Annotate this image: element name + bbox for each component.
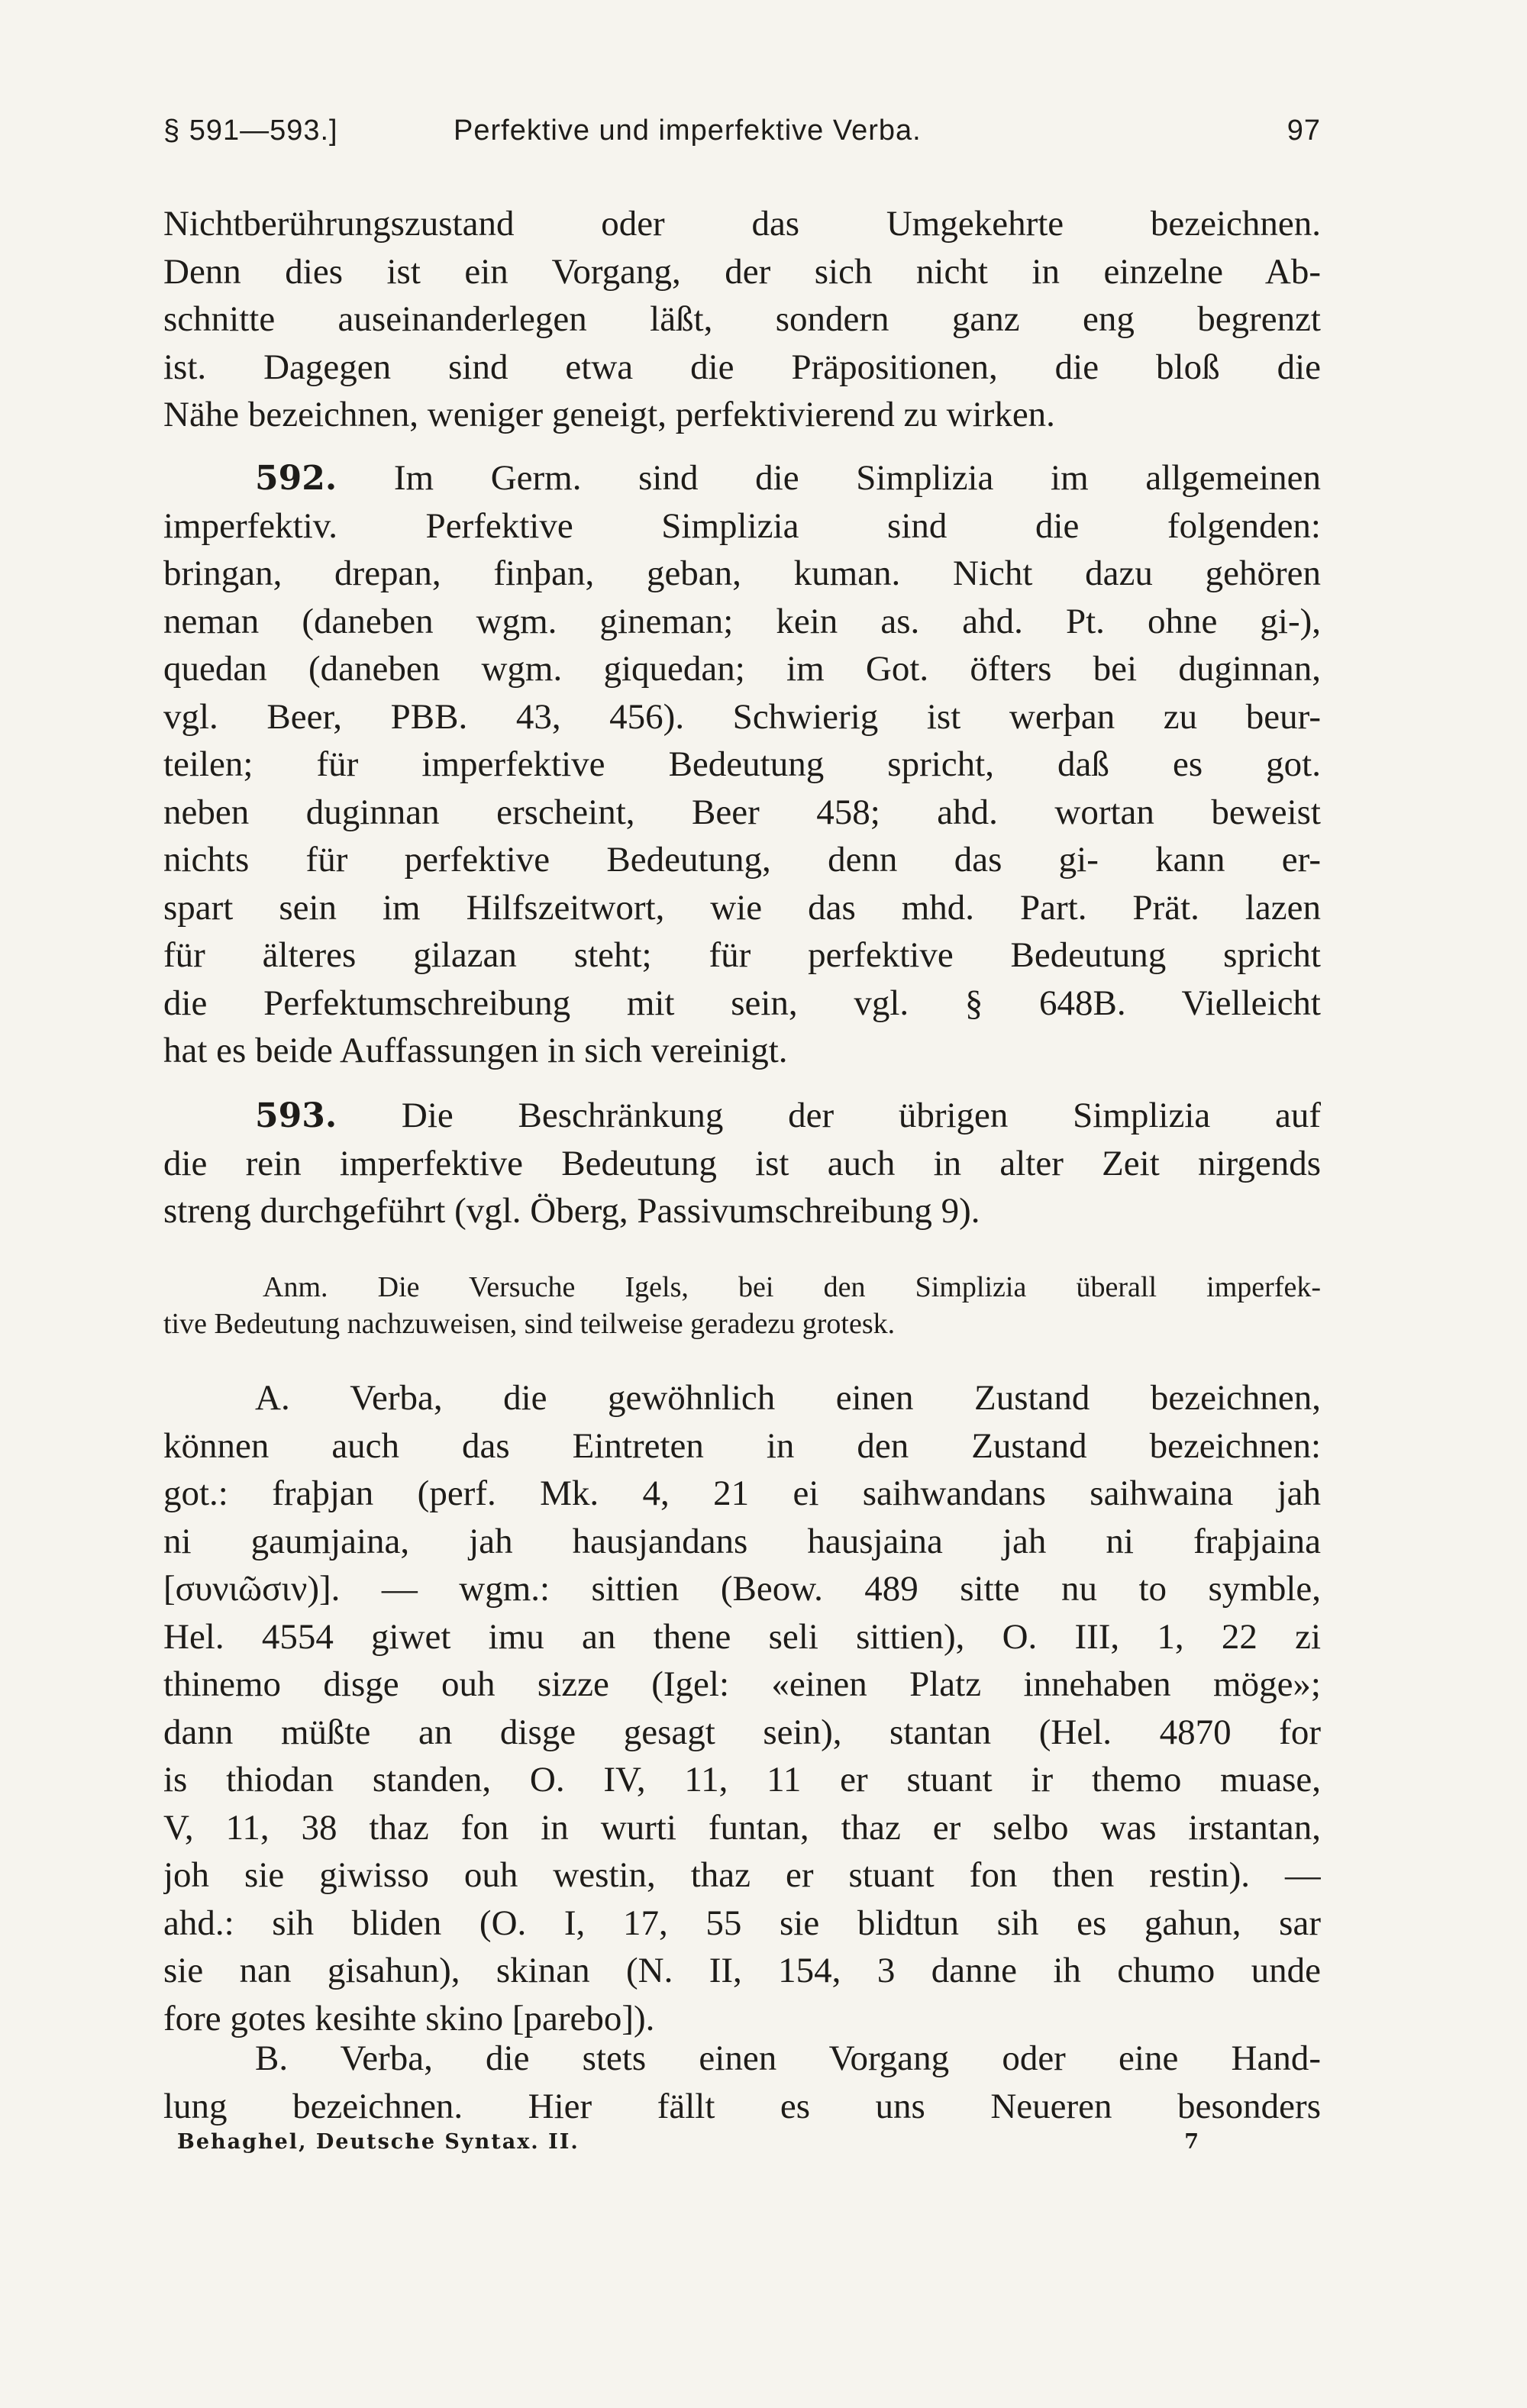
paragraph-593 bbox=[163, 1092, 1321, 1235]
running-header bbox=[163, 115, 1321, 160]
text-line: quedan (daneben wgm. giquedan; im Got. öfters bei duginnan, bbox=[163, 649, 1321, 689]
text-line: fore gotes kesihte skino [parebo]). bbox=[163, 1998, 655, 2038]
text-line: [συνιῶσιν)]. — wgm.: sittien (Beow. 489 sitte nu to symble, bbox=[163, 1569, 1321, 1609]
text-line: thinemo disge ouh sizze (Igel: «einen Platz innehaben möge»; bbox=[163, 1664, 1321, 1704]
section-a bbox=[163, 1374, 1321, 2042]
text-line: ist. Dagegen sind etwa die Präpositionen, die bloß die bbox=[163, 347, 1321, 387]
text-line: vgl. Beer, PBB. 43, 456). Schwierig ist werþan zu beur- bbox=[163, 696, 1321, 737]
section-range: § 591—593.] bbox=[163, 115, 338, 147]
note-line: Anm. Die Versuche Igels, bei den Simplizia überall imperfek- bbox=[263, 1271, 1321, 1303]
paragraph-first-line: A. Verba, die gewöhnlich einen Zustand bezeichnen, bbox=[255, 1378, 1321, 1418]
paragraph-number: 592. bbox=[255, 459, 337, 498]
text-line: Nähe bezeichnen, weniger geneigt, perfektivierend zu wirken. bbox=[163, 395, 1055, 434]
text-line: die Perfektumschreibung mit sein, vgl. § 648B. Vielleicht bbox=[163, 983, 1321, 1023]
text-line: die rein imperfektive Bedeutung ist auch in alter Zeit nirgends bbox=[163, 1143, 1321, 1183]
text-line: joh sie giwisso ouh westin, thaz er stuant fon then restin). — bbox=[163, 1855, 1321, 1895]
text-line: imperfektiv. Perfektive Simplizia sind die folgenden: bbox=[163, 505, 1321, 546]
page-footer bbox=[177, 2130, 1200, 2161]
paragraph-first-line: 593. Die Beschränkung der übrigen Simplizia auf bbox=[255, 1096, 1321, 1135]
annotation bbox=[163, 1269, 1321, 1342]
text-line: lung bezeichnen. Hier fällt es uns Neueren besonders bbox=[163, 2086, 1321, 2126]
footer-title: Behaghel, Deutsche Syntax. II. bbox=[177, 2130, 579, 2154]
text-line: neben duginnan erscheint, Beer 458; ahd. wortan beweist bbox=[163, 792, 1321, 832]
running-title: Perfektive und imperfektive Verba. bbox=[454, 115, 922, 147]
page-number: 97 bbox=[1286, 115, 1321, 147]
signature-mark: 7 bbox=[1184, 2130, 1200, 2154]
text-line: V, 11, 38 thaz fon in wurti funtan, thaz er selbo was irstantan, bbox=[163, 1807, 1321, 1848]
text-line: is thiodan standen, O. IV, 11, 11 er stuant ir themo muase, bbox=[163, 1760, 1321, 1800]
text-line: ni gaumjaina, jah hausjandans hausjaina jah ni fraþjaina bbox=[163, 1521, 1321, 1561]
text-line: neman (daneben wgm. gineman; kein as. ahd. Pt. ohne gi-), bbox=[163, 601, 1321, 641]
paragraph-first-line: B. Verba, die stets einen Vorgang oder eine Hand- bbox=[255, 2038, 1321, 2078]
text-line: schnitte auseinanderlegen läßt, sondern ganz eng begrenzt bbox=[163, 299, 1321, 339]
paragraph-continued bbox=[163, 200, 1321, 439]
text-line: bringan, drepan, finþan, geban, kuman. Nicht dazu gehören bbox=[163, 554, 1321, 593]
text-line: teilen; für imperfektive Bedeutung spricht, daß es got. bbox=[163, 744, 1321, 784]
section-b bbox=[163, 2035, 1321, 2130]
text-line: können auch das Eintreten in den Zustand bezeichnen: bbox=[163, 1425, 1321, 1466]
note-line: tive Bedeutung nachzuweisen, sind teilweise geradezu grotesk. bbox=[163, 1308, 896, 1340]
text-line: Denn dies ist ein Vorgang, der sich nicht in einzelne Ab- bbox=[163, 251, 1321, 292]
text-line: Hel. 4554 giwet imu an thene seli sittien), O. III, 1, 22 zi bbox=[163, 1616, 1321, 1657]
text-line: spart sein im Hilfszeitwort, wie das mhd. Part. Prät. lazen bbox=[163, 887, 1321, 928]
paragraph-first-line: 592. Im Germ. sind die Simplizia im allgemeinen bbox=[255, 458, 1321, 498]
text-line: nichts für perfektive Bedeutung, denn das gi- kann er- bbox=[163, 840, 1321, 880]
text-line: hat es beide Auffassungen in sich vereinigt. bbox=[163, 1031, 788, 1070]
paragraph-592 bbox=[163, 454, 1321, 1075]
text-line: got.: fraþjan (perf. Mk. 4, 21 ei saihwandans saihwaina jah bbox=[163, 1474, 1321, 1513]
paragraph-number: 593. bbox=[255, 1096, 337, 1135]
text-line: dann müßte an disge gesagt sein), stantan (Hel. 4870 for bbox=[163, 1712, 1321, 1752]
text-line: sie nan gisahun), skinan (N. II, 154, 3 danne ih chumo unde bbox=[163, 1951, 1321, 1990]
text-line: für älteres gilazan steht; für perfektive Bedeutung spricht bbox=[163, 935, 1321, 975]
text-line: ahd.: sih bliden (O. I, 17, 55 sie blidtun sih es gahun, sar bbox=[163, 1903, 1321, 1943]
text-line: Nichtberührungszustand oder das Umgekehrte bezeichnen. bbox=[163, 204, 1321, 244]
text-line: streng durchgeführt (vgl. Öberg, Passivumschreibung 9). bbox=[163, 1191, 980, 1231]
